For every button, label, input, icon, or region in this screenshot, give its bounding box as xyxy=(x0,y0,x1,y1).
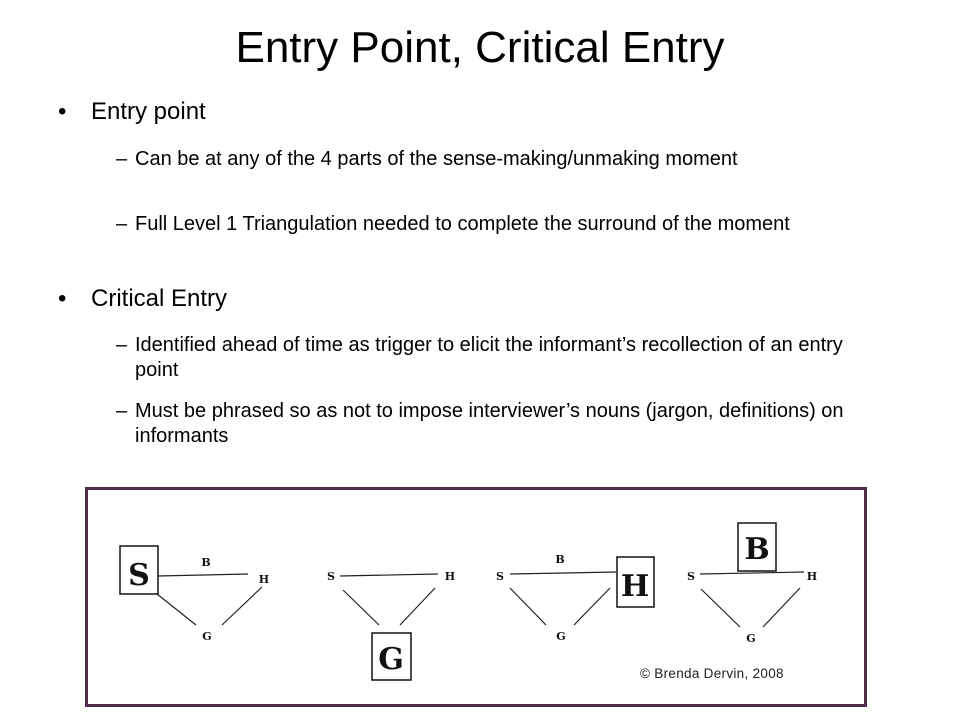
label-b: B xyxy=(201,556,211,569)
label-h: H xyxy=(444,570,456,583)
label-h: H xyxy=(806,570,818,583)
label-h-large: H xyxy=(620,569,650,604)
subitem-text: Must be phrased so as not to impose interviewer’s nouns (jargon, definitions) on informants xyxy=(135,400,844,447)
label-s: S xyxy=(687,570,695,583)
bullet-marker: • xyxy=(58,285,67,312)
bullet-marker: • xyxy=(58,98,67,125)
label-s: S xyxy=(496,570,504,583)
copyright-notice: © Brenda Dervin, 2008 xyxy=(640,666,784,681)
label-g: G xyxy=(746,632,756,645)
label-g: G xyxy=(202,630,212,643)
subitem-text: Identified ahead of time as trigger to elicit the informant’s recollection of an entry point xyxy=(135,334,843,381)
dash-marker: – xyxy=(116,213,128,235)
subitem-text: Can be at any of the 4 parts of the sense-making/unmaking moment xyxy=(135,148,738,170)
slide-title: Entry Point, Critical Entry xyxy=(235,23,725,72)
label-g: G xyxy=(556,630,566,643)
bullet-label: Entry point xyxy=(91,98,206,125)
dash-marker: – xyxy=(116,334,128,356)
label-b: B xyxy=(555,553,565,566)
label-h: H xyxy=(258,573,270,586)
label-s-large: S xyxy=(128,558,150,593)
dash-marker: – xyxy=(116,148,128,170)
label-s: S xyxy=(327,570,335,583)
dash-marker: – xyxy=(116,400,128,422)
label-g-large: G xyxy=(378,642,404,677)
bullet-label: Critical Entry xyxy=(91,285,228,312)
subitem-text: Full Level 1 Triangulation needed to complete the surround of the moment xyxy=(135,213,790,235)
label-b-large: B xyxy=(744,532,770,567)
